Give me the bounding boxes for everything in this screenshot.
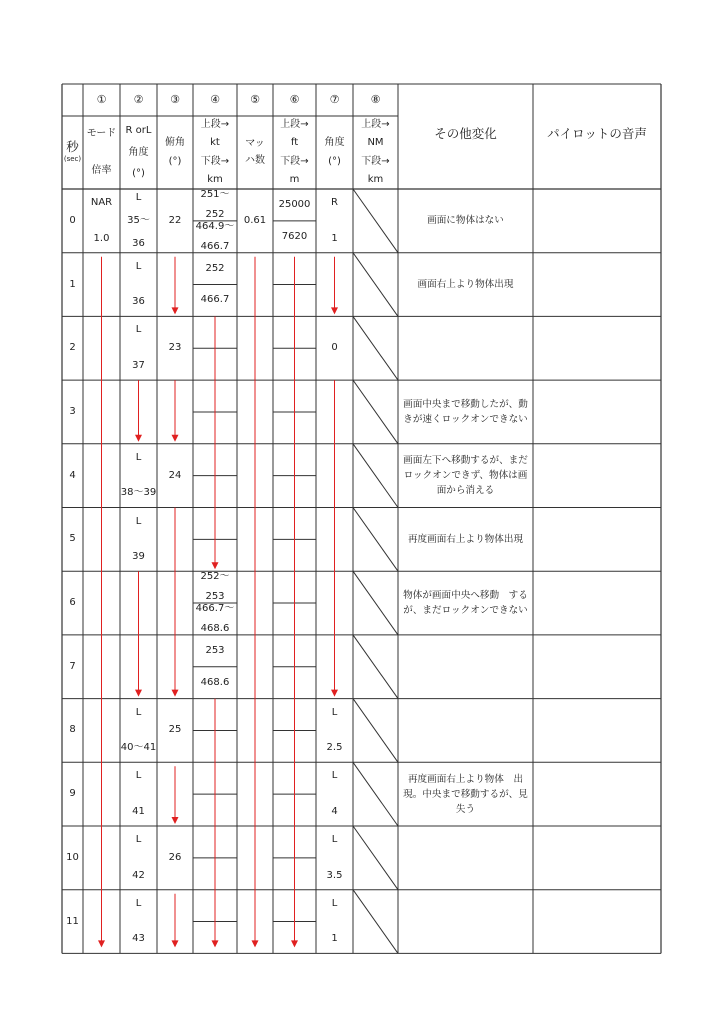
direction-value <box>120 324 157 372</box>
angle-value <box>316 707 353 755</box>
speed-kt-value <box>193 635 237 667</box>
pitch-text: 25 <box>168 724 182 736</box>
column-number-7 <box>316 84 353 116</box>
header-mach-line: マッ <box>245 138 265 149</box>
other-change-note <box>398 189 533 253</box>
seconds-value: 0 <box>69 214 76 226</box>
direction-value-line: 35〜 <box>127 214 150 226</box>
header-direction-line: (°) <box>132 168 145 179</box>
row-seconds <box>62 890 83 954</box>
header-mach <box>237 138 273 167</box>
mode-value <box>83 197 120 245</box>
row-seconds <box>62 316 83 380</box>
continuation-arrow <box>252 257 259 948</box>
continuation-arrow <box>331 257 338 315</box>
speed-kt-value-line: 251〜 <box>200 189 230 200</box>
angle-value-line: L <box>331 834 338 845</box>
column-number-label: ⑦ <box>329 93 340 106</box>
angle-value-line: 3.5 <box>326 869 343 881</box>
distance-not-available-diagonal <box>353 380 398 444</box>
header-pilot-label: パイロットの音声 <box>547 126 647 141</box>
header-other-changes <box>398 84 533 189</box>
speed-km-value <box>193 603 237 635</box>
header-pilot-voice <box>533 84 661 189</box>
header-seconds <box>62 116 83 189</box>
distance-not-available-diagonal <box>353 699 398 763</box>
other-change-text: 物体が画面中央へ移動 するが、まだロックオンできない <box>403 590 528 617</box>
angle-value-line: 1 <box>331 933 338 945</box>
angle-value <box>316 316 353 380</box>
row-seconds <box>62 189 83 253</box>
header-mode-line: モード <box>86 128 117 139</box>
angle-value-line: R <box>331 197 338 208</box>
continuation-arrow <box>135 380 142 442</box>
column-number-1 <box>83 84 120 116</box>
distance-not-available-diagonal <box>353 635 398 699</box>
distance-not-available-diagonal <box>353 316 398 380</box>
column-number-4 <box>193 84 237 116</box>
direction-value <box>120 261 157 309</box>
header-pitch-line: (°) <box>168 156 182 167</box>
row-seconds <box>62 508 83 572</box>
seconds-value: 9 <box>69 788 76 800</box>
header-altitude <box>273 119 316 186</box>
direction-value-line: L <box>135 770 142 782</box>
seconds-value: 10 <box>66 851 79 863</box>
seconds-value: 4 <box>69 469 76 481</box>
continuation-arrow <box>98 257 105 948</box>
speed-km-value <box>193 667 237 699</box>
direction-value-line: L <box>135 324 142 336</box>
direction-value <box>120 707 157 755</box>
column-number-label: ④ <box>210 93 220 106</box>
direction-value-line: 37 <box>132 360 145 372</box>
continuation-arrow <box>172 380 179 442</box>
direction-value <box>120 770 157 818</box>
header-altitude-line: 上段→ <box>280 119 309 130</box>
continuation-arrow <box>291 257 298 948</box>
mach-value <box>237 189 273 253</box>
header-pitch-line: 俯角 <box>165 137 185 148</box>
column-number-2 <box>120 84 157 116</box>
direction-value-line: 36 <box>132 237 145 249</box>
angle-value <box>316 197 353 245</box>
pitch-text: 22 <box>168 214 182 226</box>
mach-text: 0.61 <box>243 214 267 226</box>
angle-value-line: 1 <box>331 232 338 244</box>
distance-not-available-diagonal <box>353 444 398 508</box>
header-distance-line: km <box>367 173 384 185</box>
pitch-value <box>157 699 193 763</box>
distance-not-available-diagonal <box>353 571 398 635</box>
other-change-note <box>398 762 533 826</box>
altitude-m-value <box>273 221 316 253</box>
other-change-text: 再度画面右上より物体出現 <box>407 533 524 545</box>
pitch-value <box>157 444 193 508</box>
header-mode-line: 倍率 <box>91 165 112 176</box>
header-altitude-line: 下段→ <box>280 155 309 167</box>
header-distance <box>353 119 398 186</box>
header-seconds-label: 秒 <box>66 138 79 154</box>
seconds-value: 11 <box>66 915 79 927</box>
other-change-note <box>398 380 533 444</box>
direction-value-line: L <box>135 834 142 845</box>
angle-value-line: L <box>331 770 338 782</box>
speed-km-text: 468.6 <box>200 676 230 688</box>
direction-value <box>120 898 157 946</box>
row-seconds <box>62 635 83 699</box>
speed-km-value <box>193 221 237 253</box>
direction-value <box>120 452 157 500</box>
direction-value <box>120 834 157 882</box>
header-angle-line: (°) <box>328 156 341 167</box>
header-mode <box>83 128 120 177</box>
speed-km-value-line: 466.7 <box>200 240 230 252</box>
header-speed <box>193 119 237 186</box>
speed-km-value-line: 468.6 <box>200 622 230 634</box>
speed-kt-value-line: 252 <box>205 208 225 220</box>
direction-value-line: 38〜39 <box>120 487 157 499</box>
speed-km-text: 466.7 <box>200 294 230 306</box>
mode-value-line: NAR <box>90 197 113 208</box>
row-seconds <box>62 826 83 890</box>
header-speed-line: km <box>207 173 223 185</box>
header-mach-line: ハ数 <box>245 155 265 166</box>
pitch-text: 23 <box>168 342 182 354</box>
other-change-text: 画面中央まで移動したが、動きが速くロックオンできない <box>403 398 528 425</box>
row-seconds <box>62 571 83 635</box>
direction-value-line: L <box>135 192 142 203</box>
direction-value-line: 41 <box>132 805 145 817</box>
continuation-arrow <box>331 380 338 696</box>
continuation-arrow <box>212 699 219 948</box>
continuation-arrow <box>135 571 142 696</box>
distance-not-available-diagonal <box>353 253 398 317</box>
other-change-note <box>398 508 533 572</box>
other-change-text: 画面右上より物体出現 <box>417 279 514 291</box>
header-distance-line: NM <box>367 137 384 149</box>
column-number-label: ③ <box>170 93 180 106</box>
pitch-text: 24 <box>168 469 182 481</box>
column-number-3 <box>157 84 193 116</box>
header-other-label: その他変化 <box>434 126 497 141</box>
column-number-6 <box>273 84 316 116</box>
altitude-ft-value <box>273 189 316 221</box>
pitch-text: 26 <box>168 851 182 863</box>
header-speed-line: kt <box>210 137 220 149</box>
direction-value-line: 43 <box>132 933 145 945</box>
direction-value-line: 40〜41 <box>120 742 157 754</box>
speed-kt-text: 252 <box>205 262 225 274</box>
direction-value-line: 42 <box>132 869 145 881</box>
column-number-label: ⑥ <box>289 93 300 106</box>
speed-km-value-line: 464.9〜 <box>195 220 235 232</box>
row-seconds <box>62 762 83 826</box>
speed-km-value <box>193 285 237 317</box>
speed-kt-value <box>193 189 237 221</box>
header-distance-line: 下段→ <box>361 155 390 167</box>
column-number-label: ⑧ <box>370 93 381 106</box>
pitch-value <box>157 316 193 380</box>
seconds-value: 3 <box>69 405 76 417</box>
continuation-arrow <box>172 257 179 315</box>
speed-kt-text: 253 <box>205 644 225 656</box>
row-seconds <box>62 699 83 763</box>
distance-not-available-diagonal <box>353 826 398 890</box>
angle-value <box>316 770 353 818</box>
seconds-value: 7 <box>69 660 76 672</box>
angle-value-line: 2.5 <box>326 742 343 754</box>
angle-value-line: 4 <box>331 805 338 817</box>
header-angle <box>316 137 353 168</box>
column-number-label: ① <box>96 93 107 106</box>
speed-kt-value-line: 253 <box>205 591 225 603</box>
continuation-arrow <box>172 894 179 948</box>
direction-value-line: 36 <box>132 296 145 308</box>
other-change-text: 画面左下へ移動するが、まだロックオンできず、物体は画面から消える <box>403 455 528 497</box>
angle-value-line: L <box>331 706 338 718</box>
header-speed-line: 上段→ <box>200 119 230 130</box>
seconds-value: 5 <box>69 533 76 545</box>
column-number-8 <box>353 84 398 116</box>
header-direction-line: 角度 <box>128 146 149 158</box>
header-pitch <box>157 137 193 168</box>
column-number-label: ② <box>133 93 144 106</box>
seconds-value: 2 <box>69 342 76 354</box>
column-number-label: ⑤ <box>250 93 260 106</box>
speed-kt-value-line: 252〜 <box>200 571 230 583</box>
header-direction <box>120 125 157 180</box>
altitude-ft-text: 25000 <box>278 198 311 210</box>
distance-not-available-diagonal <box>353 890 398 954</box>
other-change-note <box>398 253 533 317</box>
direction-value-line: L <box>135 897 142 909</box>
speed-kt-value <box>193 571 237 603</box>
other-change-note <box>398 571 533 635</box>
speed-km-value-line: 466.7〜 <box>195 603 235 615</box>
altitude-m-text: 7620 <box>281 230 308 242</box>
angle-value <box>316 898 353 946</box>
angle-value <box>316 834 353 882</box>
header-altitude-line: ft <box>290 137 299 149</box>
header-seconds-unit: (sec) <box>63 154 82 163</box>
header-angle-line: 角度 <box>324 137 345 148</box>
continuation-arrow <box>172 766 179 824</box>
row-seconds <box>62 444 83 508</box>
column-number-5 <box>237 84 273 116</box>
row-seconds <box>62 380 83 444</box>
pitch-value <box>157 189 193 253</box>
direction-value-line: L <box>135 706 142 718</box>
distance-not-available-diagonal <box>353 762 398 826</box>
direction-value-line: 39 <box>132 551 145 563</box>
other-change-note <box>398 444 533 508</box>
pitch-value <box>157 826 193 890</box>
angle-value-line: L <box>331 897 338 909</box>
seconds-value: 8 <box>69 724 76 736</box>
seconds-value: 6 <box>69 597 76 609</box>
mode-value-line: 1.0 <box>93 232 110 244</box>
continuation-arrow <box>172 508 179 697</box>
seconds-value: 1 <box>69 278 76 290</box>
distance-not-available-diagonal <box>353 189 398 253</box>
speed-kt-value <box>193 253 237 285</box>
direction-value-line: L <box>135 451 142 463</box>
row-seconds <box>62 253 83 317</box>
distance-not-available-diagonal <box>353 508 398 572</box>
continuation-arrow <box>212 316 219 569</box>
header-speed-line: 下段→ <box>200 155 230 167</box>
other-change-text: 再度画面右上より物体 出現。中央まで移動するが、見失う <box>403 773 528 815</box>
other-change-text: 画面に物体はない <box>427 215 504 227</box>
direction-value <box>120 192 157 250</box>
angle-text: 0 <box>331 342 338 354</box>
header-distance-line: 上段→ <box>361 119 390 130</box>
header-altitude-line: m <box>289 173 300 185</box>
direction-value-line: L <box>135 515 142 527</box>
header-direction-line: R orL <box>125 125 152 136</box>
direction-value <box>120 516 157 564</box>
direction-value-line: L <box>135 260 142 272</box>
